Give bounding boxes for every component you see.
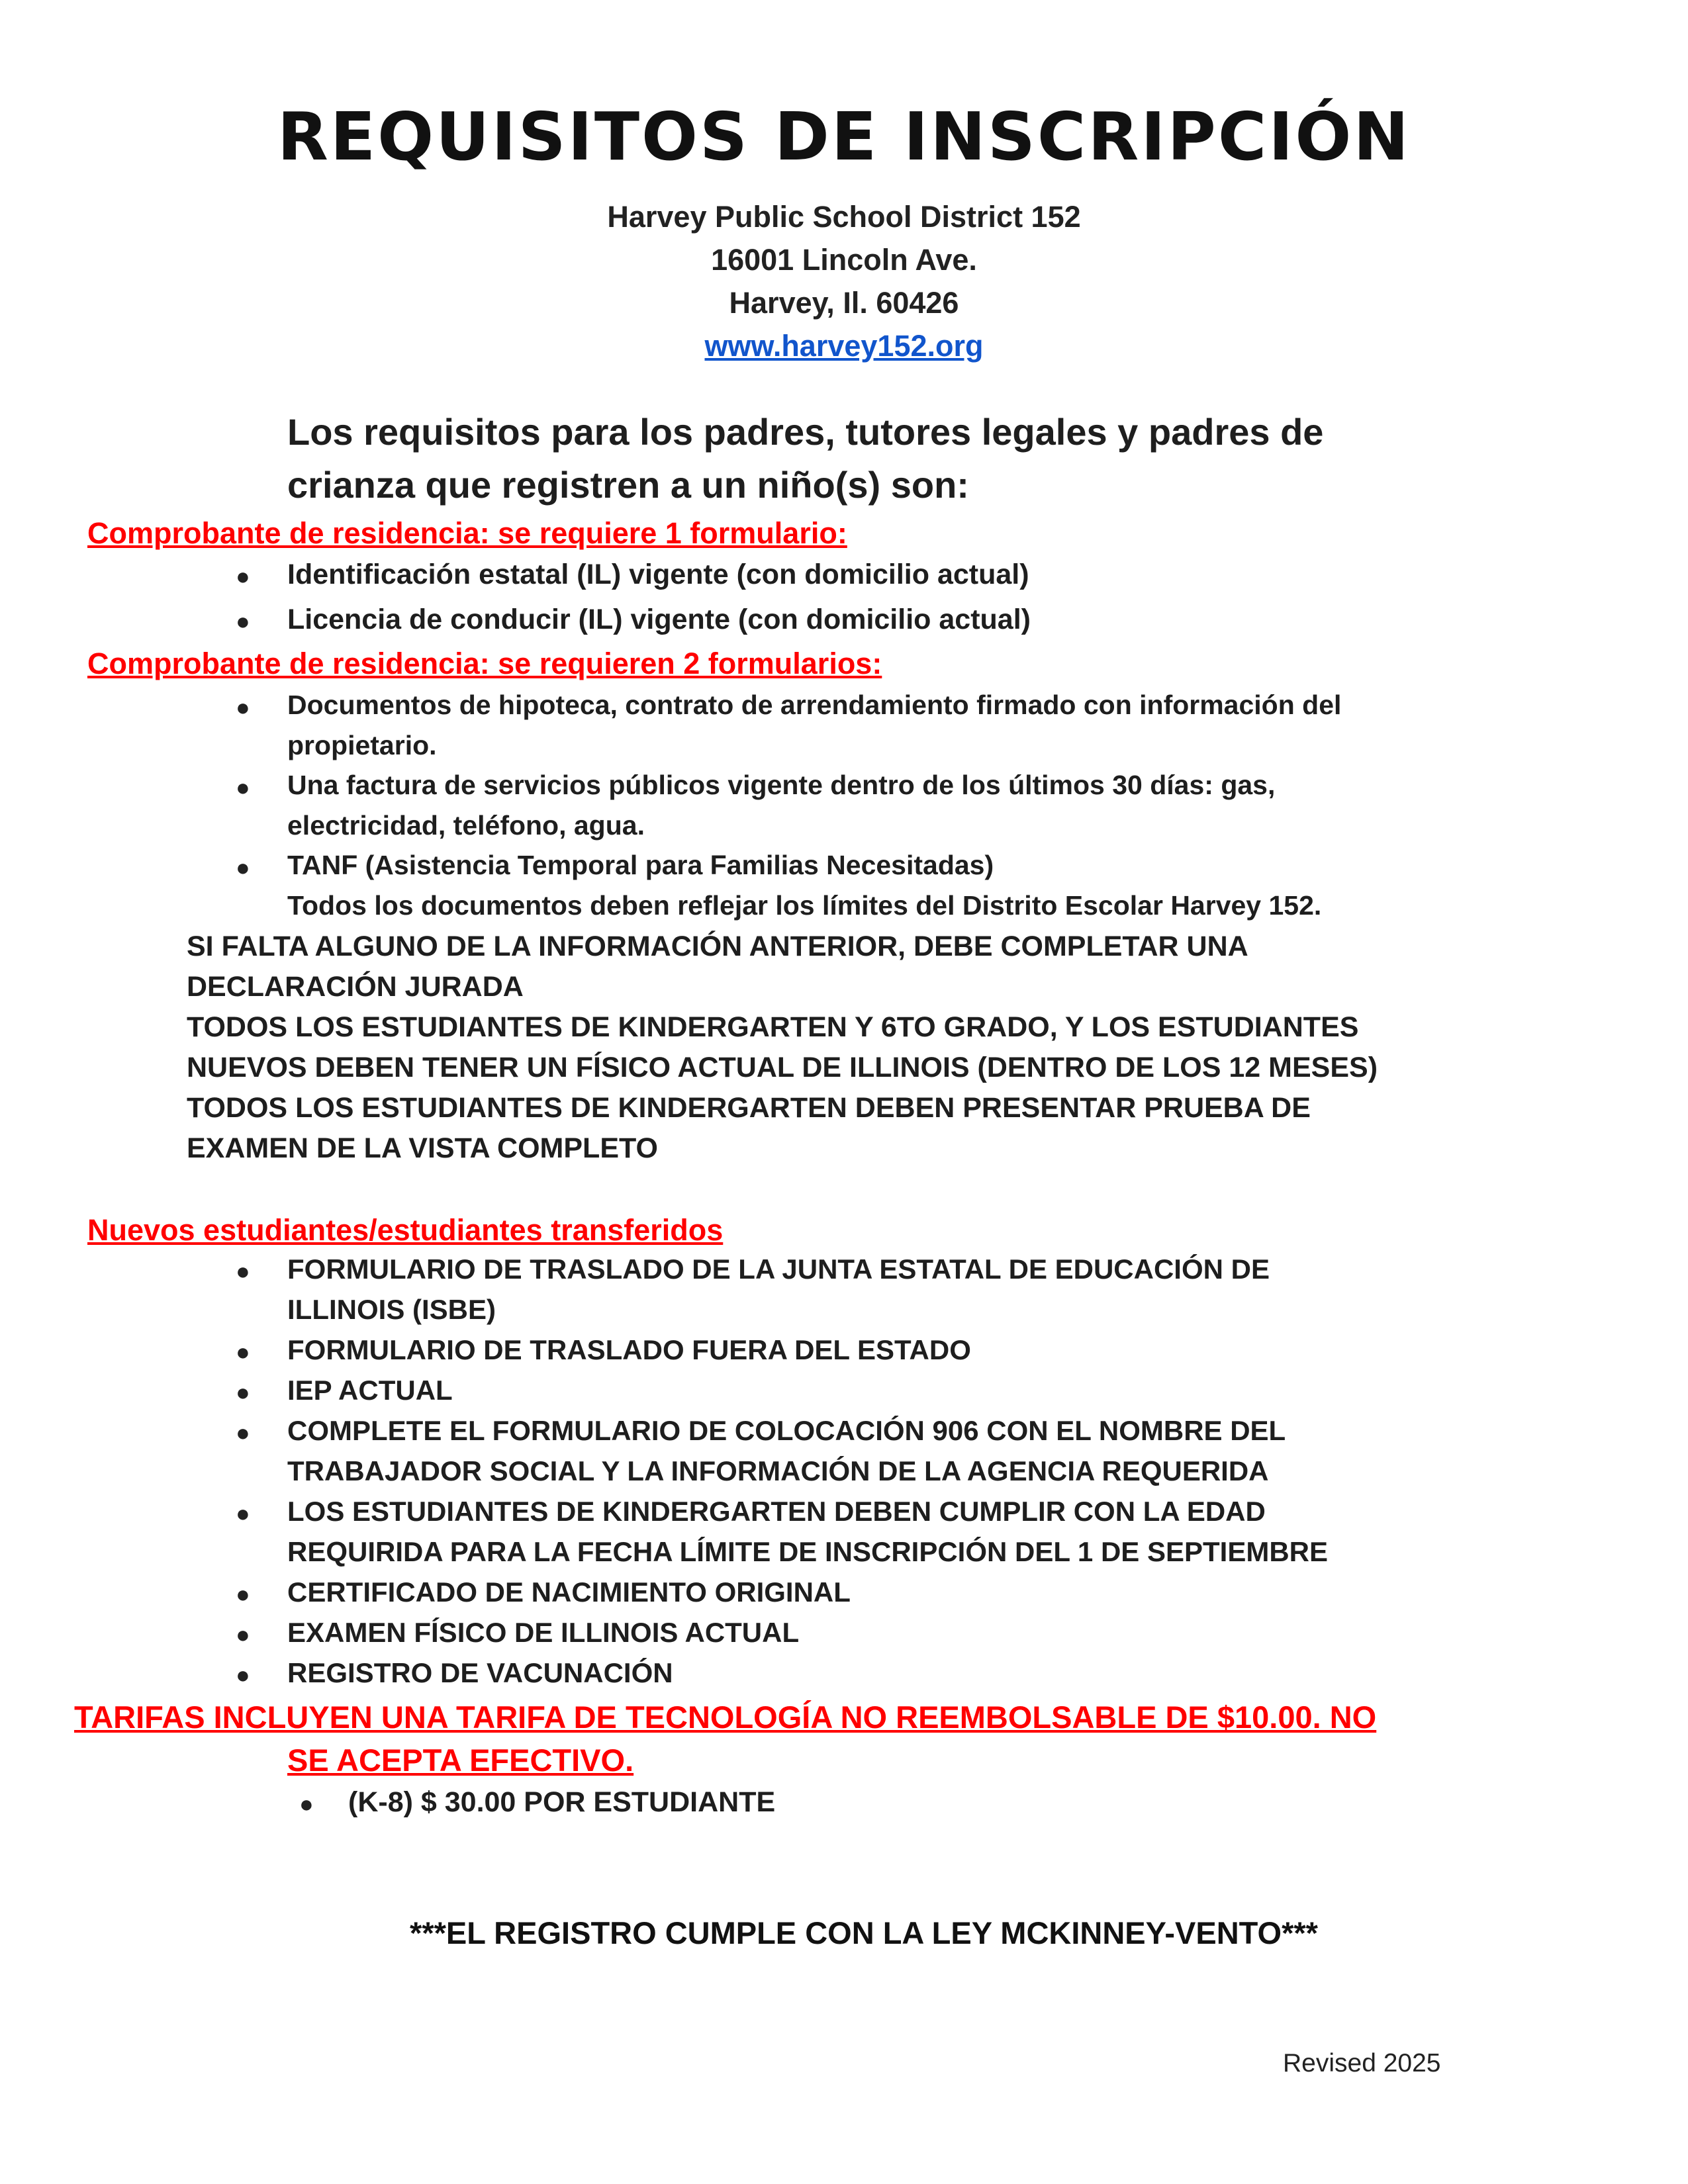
list-item-continuation: ILLINOIS (ISBE) [287, 1294, 496, 1325]
list-item: LOS ESTUDIANTES DE KINDERGARTEN DEBEN CUMPLIR CON LA EDAD [287, 1496, 1266, 1527]
bullet-icon: ● [236, 1257, 250, 1285]
list-item: IEP ACTUAL [287, 1375, 453, 1406]
fees-notice-line-2: SE ACEPTA EFECTIVO. [287, 1743, 634, 1778]
list-item: Identificación estatal (IL) vigente (con domicilio actual) [287, 559, 1029, 590]
list-item-continuation: TRABAJADOR SOCIAL Y LA INFORMACIÓN DE LA AGENCIA REQUERIDA [287, 1455, 1269, 1486]
section-heading-residency-1: Comprobante de residencia: se requiere 1 formulario: [87, 516, 847, 550]
page-title: REQUISITOS DE INSCRIPCIÓN [277, 98, 1411, 175]
notice-line: SI FALTA ALGUNO DE LA INFORMACIÓN ANTERIOR, DEBE COMPLETAR UNA [187, 931, 1248, 962]
fee-item: (K-8) $ 30.00 POR ESTUDIANTE [348, 1786, 776, 1818]
section-heading-new-students: Nuevos estudiantes/estudiantes transferidos [87, 1213, 724, 1247]
list-item: Documentos de hipoteca, contrato de arrendamiento firmado con información del [287, 690, 1342, 720]
list-item: TANF (Asistencia Temporal para Familias Necesitadas) [287, 850, 994, 880]
list-item: CERTIFICADO DE NACIMIENTO ORIGINAL [287, 1576, 851, 1608]
bullet-icon: ● [236, 563, 250, 590]
bullet-icon: ● [236, 1661, 250, 1688]
list-item-continuation: Todos los documentos deben reflejar los límites del Distrito Escolar Harvey 152. [287, 890, 1322, 921]
fees-notice-line-1: TARIFAS INCLUYEN UNA TARIFA DE TECNOLOGÍA NO REEMBOLSABLE DE $10.00. NO [74, 1700, 1377, 1735]
notice-line: TODOS LOS ESTUDIANTES DE KINDERGARTEN Y 6TO GRADO, Y LOS ESTUDIANTES [187, 1011, 1359, 1043]
notice-line: NUEVOS DEBEN TENER UN FÍSICO ACTUAL DE ILLINOIS (DENTRO DE LOS 12 MESES) [187, 1052, 1378, 1083]
list-item: FORMULARIO DE TRASLADO FUERA DEL ESTADO [287, 1334, 971, 1365]
bullet-icon: ● [236, 1500, 250, 1527]
section-heading-residency-2: Comprobante de residencia: se requieren 2 formularios: [87, 647, 882, 680]
bullet-icon: ● [236, 854, 250, 881]
bullet-icon: ● [236, 1419, 250, 1446]
bullet-icon: ● [236, 774, 250, 801]
website-link[interactable]: www.harvey152.org [704, 329, 984, 363]
list-item: FORMULARIO DE TRASLADO DE LA JUNTA ESTATAL DE EDUCACIÓN DE [287, 1253, 1270, 1285]
revision-date: Revised 2025 [1283, 2049, 1441, 2077]
list-item: EXAMEN FÍSICO DE ILLINOIS ACTUAL [287, 1617, 800, 1648]
bullet-icon: ● [236, 1621, 250, 1648]
list-item-continuation: REQUIRIDA PARA LA FECHA LÍMITE DE INSCRIPCIÓN DEL 1 DE SEPTIEMBRE [287, 1536, 1329, 1567]
bullet-icon: ● [236, 1379, 250, 1406]
notice-line: DECLARACIÓN JURADA [187, 971, 524, 1003]
street-address: 16001 Lincoln Ave. [711, 243, 977, 277]
bullet-icon: ● [236, 1580, 250, 1608]
bullet-icon: ● [236, 608, 250, 635]
bullet-icon: ● [236, 1338, 250, 1365]
list-item: Licencia de conducir (IL) vigente (con domicilio actual) [287, 604, 1031, 635]
intro-line-2: crianza que registren a un niño(s) son: [287, 464, 969, 506]
list-item-continuation: propietario. [287, 730, 437, 760]
city-address: Harvey, Il. 60426 [729, 286, 959, 320]
list-item: COMPLETE EL FORMULARIO DE COLOCACIÓN 906 CON EL NOMBRE DEL [287, 1415, 1286, 1446]
district-name: Harvey Public School District 152 [607, 200, 1081, 234]
mckinney-vento-notice: ***EL REGISTRO CUMPLE CON LA LEY MCKINNEY-VENTO*** [410, 1915, 1318, 1950]
bullet-icon: ● [236, 694, 250, 721]
notice-line: EXAMEN DE LA VISTA COMPLETO [187, 1132, 658, 1164]
intro-line-1: Los requisitos para los padres, tutores legales y padres de [287, 411, 1324, 453]
list-item-continuation: electricidad, teléfono, agua. [287, 810, 645, 841]
list-item: REGISTRO DE VACUNACIÓN [287, 1657, 673, 1688]
notice-line: TODOS LOS ESTUDIANTES DE KINDERGARTEN DEBEN PRESENTAR PRUEBA DE [187, 1092, 1311, 1124]
bullet-icon: ● [299, 1790, 314, 1817]
list-item: Una factura de servicios públicos vigente dentro de los últimos 30 días: gas, [287, 770, 1276, 800]
